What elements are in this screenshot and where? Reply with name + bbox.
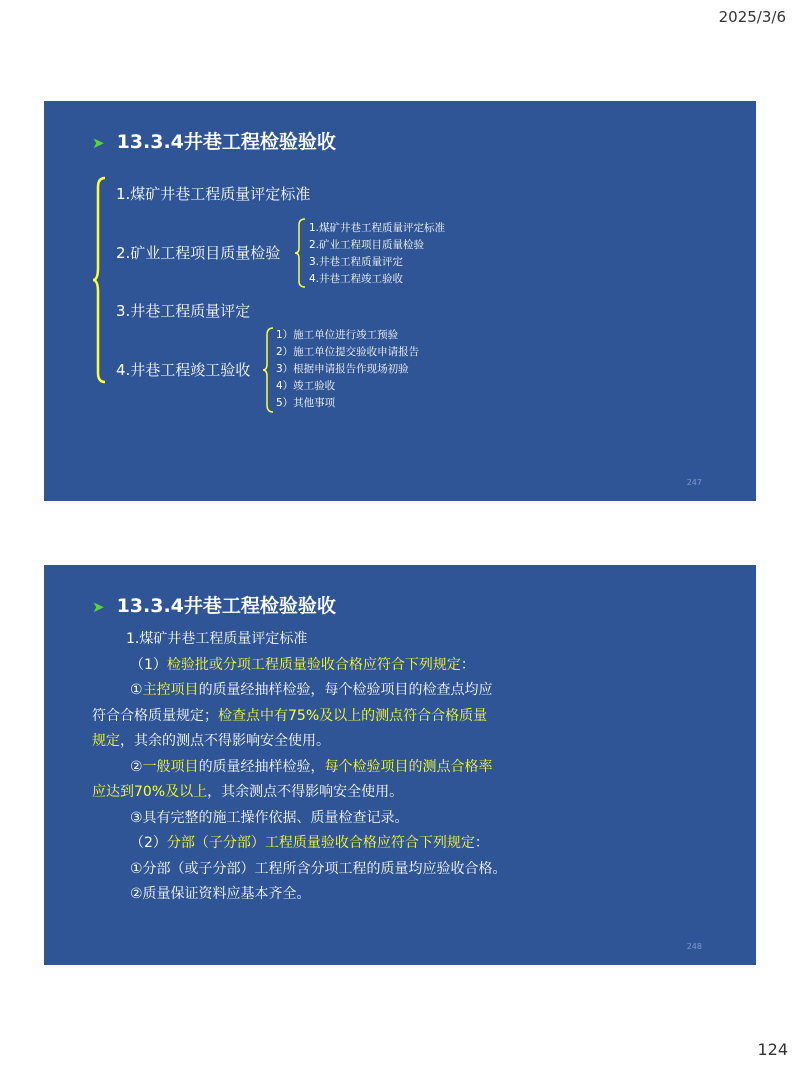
main-control-line xyxy=(92,678,612,704)
main-item-1: 1.煤矿井巷工程质量评定标准 xyxy=(116,185,311,203)
main-control-line-2 xyxy=(92,704,612,730)
sub-item-2-1: 1.煤矿井巷工程质量评定标准 xyxy=(309,222,446,234)
slide-title-text: 13.3.4井巷工程检验验收 xyxy=(116,131,336,153)
sub-brace-4-icon xyxy=(262,327,274,413)
text: 的质量经抽样检验， xyxy=(198,758,325,775)
general-item-highlight: 一般项目 xyxy=(142,758,199,775)
rule-2-suffix: ： xyxy=(474,835,489,851)
rule-2-prefix: （2） xyxy=(130,835,167,851)
sub-brace-2-icon xyxy=(294,218,306,288)
date-header: 2025/3/6 xyxy=(718,8,786,26)
section-heading: 1.煤矿井巷工程质量评定标准 xyxy=(126,631,308,647)
text: ，其余测点不得影响安全使用。 xyxy=(207,784,404,800)
rule-1-prefix: （1） xyxy=(130,656,167,673)
rule-1-highlight: 检验批或分项工程质量验收合格应符合下列规定 xyxy=(166,656,461,673)
text: 符合合格质量规定； xyxy=(92,707,218,724)
percent-70-highlight: 应达到70%及以上 xyxy=(92,784,208,800)
sub-item-4-2: 2）施工单位提交验收申请报告 xyxy=(276,346,420,358)
slide-number: 247 xyxy=(686,478,702,487)
percent-75-highlight: 检查点中有75%及以上的测点符合合格质量 xyxy=(218,707,488,724)
slide-title-text: 13.3.4井巷工程检验验收 xyxy=(116,595,336,617)
record-line: ③具有完整的施工操作依据、质量检查记录。 xyxy=(130,809,409,826)
slide-number: 248 xyxy=(686,942,702,951)
slide-247 xyxy=(44,101,756,501)
sub-item-4-5: 5）其他事项 xyxy=(276,397,336,409)
arrow-bullet-icon: ➤ xyxy=(92,134,105,152)
highlight-end: 规定 xyxy=(92,733,120,749)
sub-item-4-3: 3）根据申请报告作现场初验 xyxy=(276,363,409,375)
rule-2-line xyxy=(92,831,612,857)
sub-item-4-4: 4）竣工验收 xyxy=(276,380,336,392)
sub-item-2-2: 2.矿业工程项目质量检验 xyxy=(309,239,425,251)
general-item-line xyxy=(92,755,612,781)
main-item-4: 4.井巷工程竣工验收 xyxy=(116,361,251,379)
pass-rate-highlight: 每个检验项目的测点合格率 xyxy=(324,758,493,775)
main-control-highlight: 主控项目 xyxy=(142,682,199,698)
main-item-3: 3.井巷工程质量评定 xyxy=(116,302,251,320)
rule-1-line xyxy=(92,653,612,679)
text: ，其余的测点不得影响安全使用。 xyxy=(120,733,330,749)
main-control-text: 的质量经抽样检验，每个检验项目的检查点均应 xyxy=(198,682,493,698)
general-item-line-2 xyxy=(92,780,612,806)
sub-item-2-4: 4.井巷工程竣工验收 xyxy=(309,273,404,285)
rule-2-highlight: 分部（子分部）工程质量验收合格应符合下列规定 xyxy=(166,835,475,851)
slide-body xyxy=(92,627,612,908)
mark: ① xyxy=(130,682,143,698)
page-number: 124 xyxy=(757,1040,788,1059)
sub-item-2-3: 3.井巷工程质量评定 xyxy=(309,256,404,268)
slide-title xyxy=(92,591,336,618)
main-item-2: 2.矿业工程项目质量检验 xyxy=(116,244,281,262)
quality-docs-line: ②质量保证资料应基本齐全。 xyxy=(130,886,311,902)
mark: ② xyxy=(130,758,143,775)
main-control-line-3 xyxy=(92,729,612,755)
main-brace-icon xyxy=(92,177,106,383)
rule-1-suffix: ： xyxy=(460,656,475,673)
sub-item-4-1: 1）施工单位进行竣工预验 xyxy=(276,329,399,341)
slide-title xyxy=(92,127,336,154)
arrow-bullet-icon: ➤ xyxy=(92,598,105,616)
subsection-line: ①分部（或子分部）工程所含分项工程的质量均应验收合格。 xyxy=(130,860,507,877)
slide-248 xyxy=(44,565,756,965)
